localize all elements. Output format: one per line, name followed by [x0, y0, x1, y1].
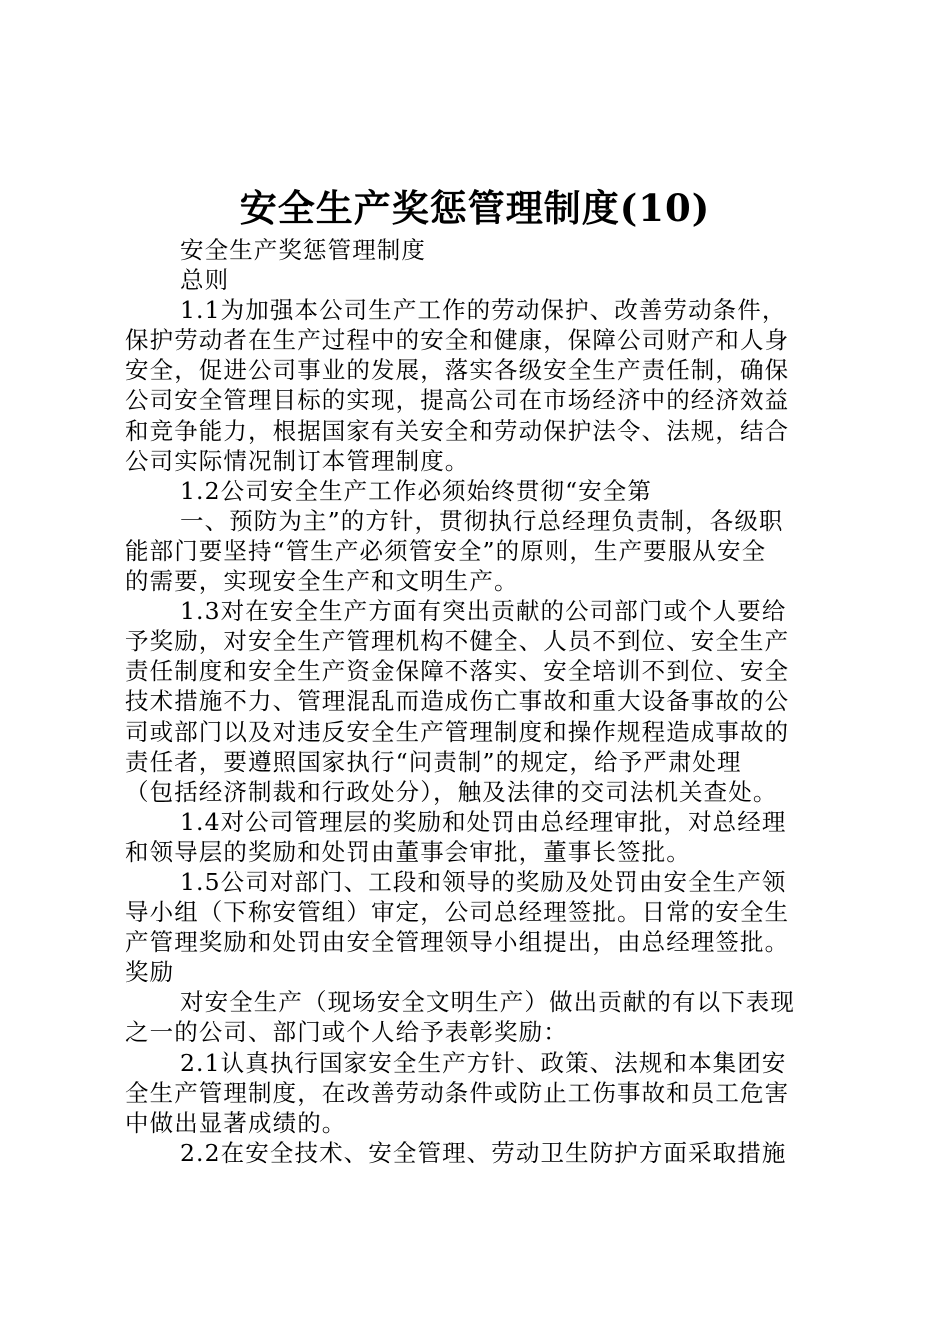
body-line: 的需要，实现安全生产和文明生产。	[125, 567, 519, 596]
body-line: （包括经济制裁和行政处分），触及法律的交司法机关查处。	[125, 777, 778, 806]
body-line: 1.1为加强本公司生产工作的劳动保护、改善劳动条件，	[180, 296, 787, 325]
body-line: 总则	[180, 266, 230, 295]
body-line: 产管理奖励和处罚由安全管理领导小组提出，由总经理签批。	[125, 928, 790, 957]
body-line: 能部门要坚持“管生产必须管安全”的原则，生产要服从安全	[125, 536, 767, 565]
body-line: 公司安全管理目标的实现，提高公司在市场经济中的经济效益	[125, 386, 790, 415]
body-line: 安全生产奖惩管理制度	[180, 236, 426, 264]
body-line: 司或部门以及对违反安全生产管理制度和操作规程造成事故的	[125, 717, 790, 746]
body-line: 和竞争能力，根据国家有关安全和劳动保护法令、法规，结合	[125, 416, 790, 445]
body-line: 中做出显著成绩的。	[125, 1108, 347, 1137]
body-line: 之一的公司、部门或个人给予表彰奖励：	[125, 1018, 568, 1047]
document-title: 安全生产奖惩管理制度(10)	[239, 186, 711, 230]
body-line: 责任制度和安全生产资金保障不落实、安全培训不到位、安全	[125, 657, 790, 686]
body-line: 1.4对公司管理层的奖励和处罚由总经理审批，对总经理	[180, 807, 787, 836]
body-line: 奖励	[125, 958, 175, 987]
body-line: 2.1认真执行国家安全生产方针、政策、法规和本集团安	[180, 1048, 787, 1077]
body-line: 安全，促进公司事业的发展，落实各级安全生产责任制，确保	[125, 356, 790, 385]
body-line: 公司实际情况制订本管理制度。	[125, 446, 470, 475]
body-line: 对安全生产（现场安全文明生产）做出贡献的有以下表现	[180, 988, 795, 1017]
body-line: 责任者，要遵照国家执行“问责制”的规定，给予严肃处理	[125, 747, 742, 776]
body-line: 导小组（下称安管组）审定，公司总经理签批。日常的安全生	[125, 898, 790, 927]
body-line: 予奖励，对安全生产管理机构不健全、人员不到位、安全生产	[125, 627, 790, 656]
body-line: 1.5公司对部门、工段和领导的奖励及处罚由安全生产领	[180, 867, 787, 896]
body-line: 1.2公司安全生产工作必须始终贯彻“安全第	[180, 476, 652, 505]
body-line: 2.2在安全技术、安全管理、劳动卫生防护方面采取措施	[180, 1138, 787, 1167]
body-line: 1.3对在安全生产方面有突出贡献的公司部门或个人要给	[180, 597, 787, 626]
body-line: 一、预防为主”的方针，贯彻执行总经理负责制，各级职	[180, 506, 784, 535]
document-body	[125, 235, 835, 1168]
body-line: 技术措施不力、管理混乱而造成伤亡事故和重大设备事故的公	[125, 687, 790, 716]
body-line: 全生产管理制度，在改善劳动条件或防止工伤事故和员工危害	[125, 1078, 790, 1107]
body-line: 保护劳动者在生产过程中的安全和健康，保障公司财产和人身	[125, 326, 790, 355]
body-line: 和领导层的奖励和处罚由董事会审批，董事长签批。	[125, 837, 691, 866]
